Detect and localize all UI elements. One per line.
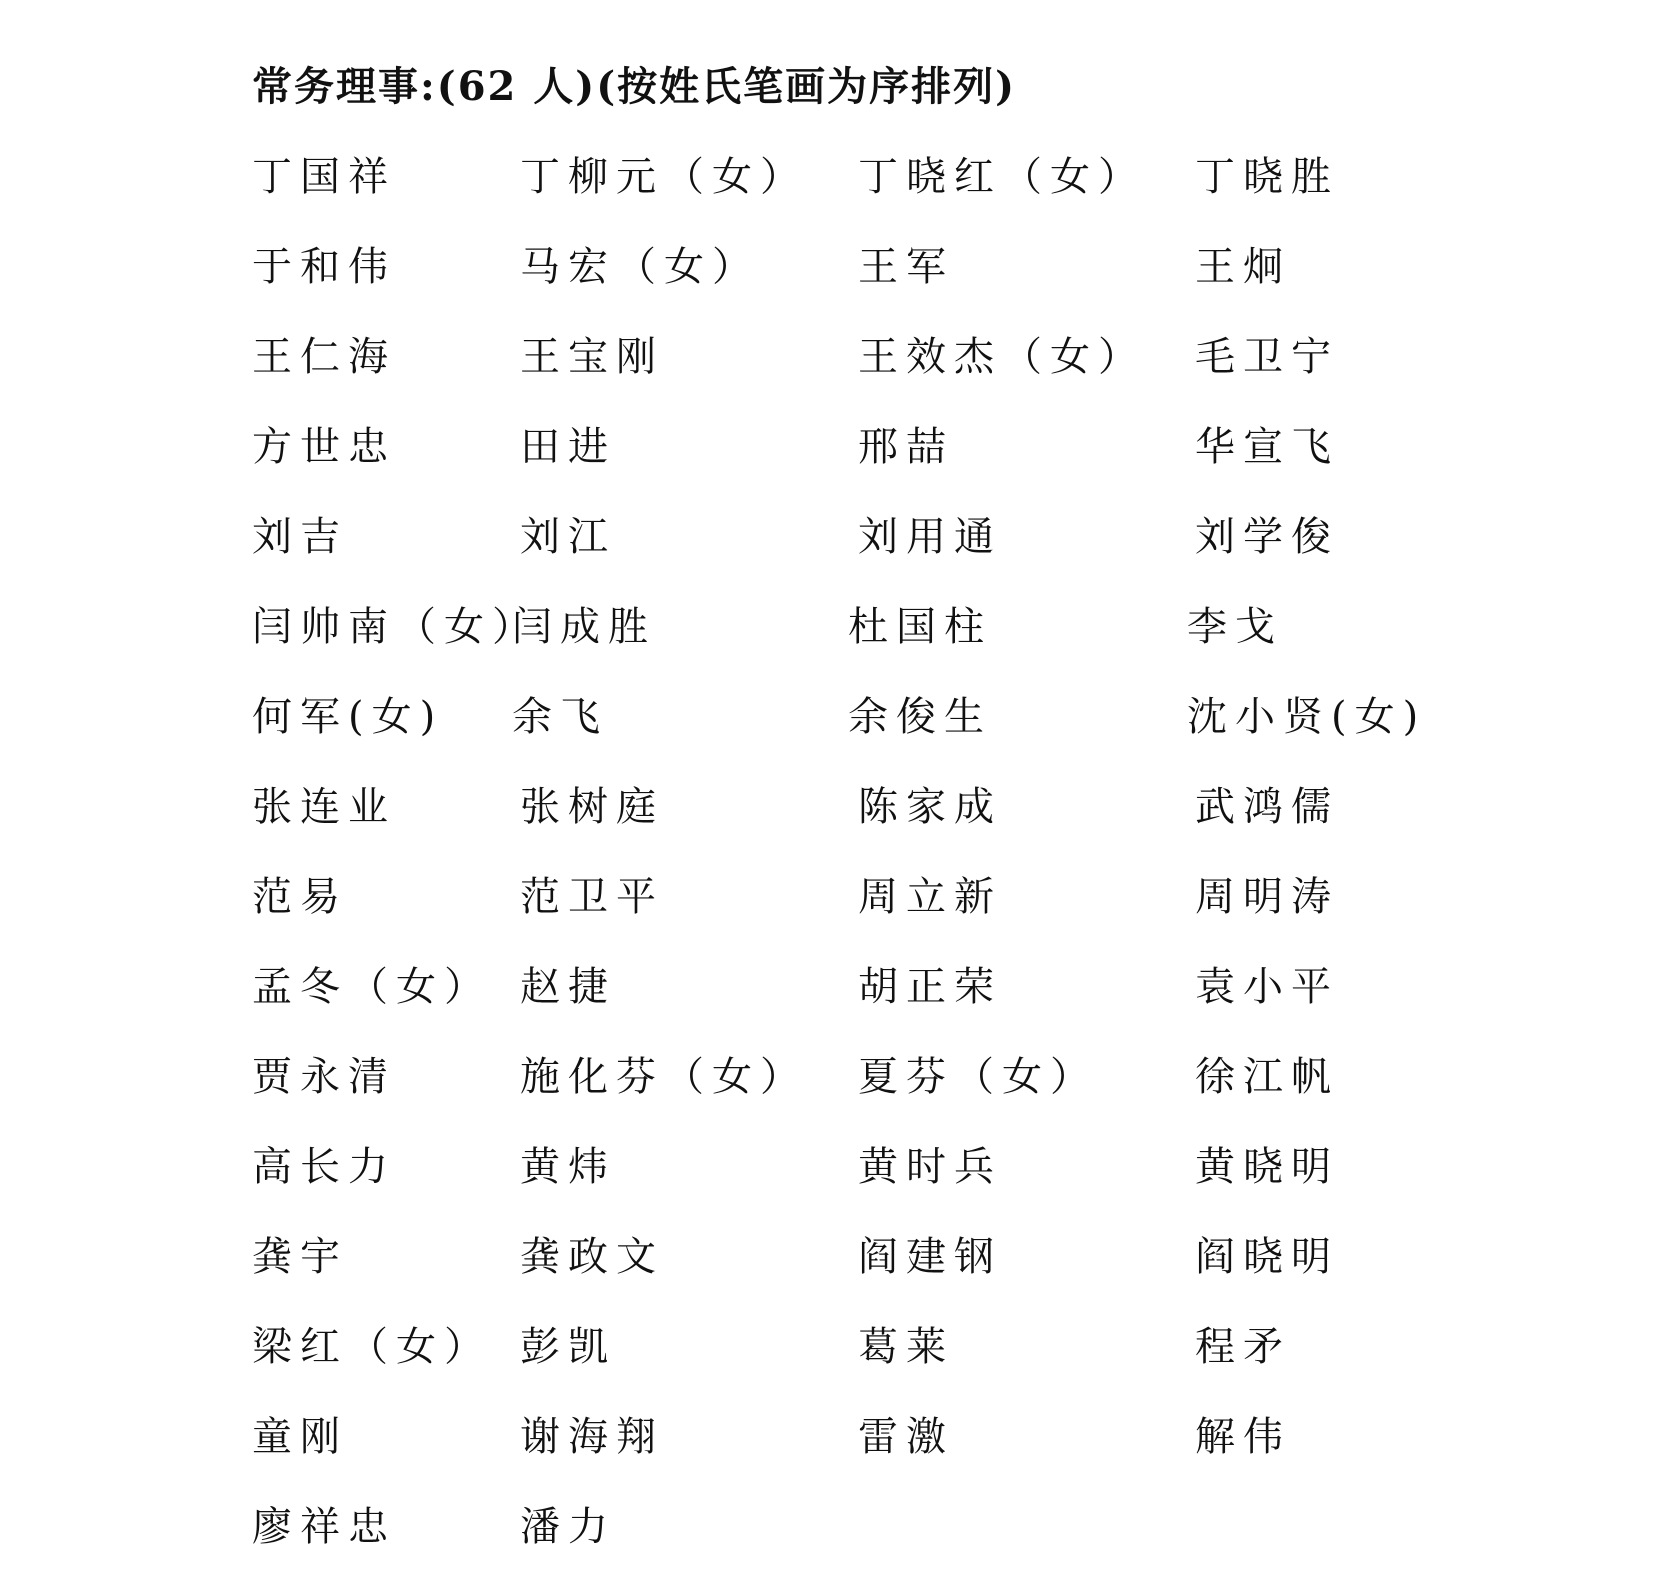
member-name: 龚宇 — [252, 1234, 348, 1280]
member-name: 廖祥忠 — [252, 1504, 396, 1550]
member-name: 彭凯 — [520, 1324, 616, 1370]
member-name: 华宣飞 — [1195, 424, 1339, 470]
member-name: 范卫平 — [520, 874, 664, 920]
member-name: 于和伟 — [252, 244, 396, 290]
member-name: 潘力 — [520, 1504, 616, 1550]
member-name: 何军(女) — [252, 694, 444, 740]
member-name: 孟冬（女） — [252, 964, 492, 1010]
member-name: 阎晓明 — [1195, 1234, 1339, 1280]
member-name: 周明涛 — [1195, 874, 1339, 920]
member-name: 夏芬（女） — [858, 1054, 1098, 1100]
member-name: 闫成胜 — [512, 604, 656, 650]
member-name: 葛莱 — [858, 1324, 954, 1370]
member-name: 黄炜 — [520, 1144, 616, 1190]
member-name: 童刚 — [252, 1414, 348, 1460]
member-name: 龚政文 — [520, 1234, 664, 1280]
member-name: 王炯 — [1195, 244, 1291, 290]
member-name: 余俊生 — [848, 694, 992, 740]
member-name: 施化芬（女） — [520, 1054, 808, 1100]
member-name: 谢海翔 — [520, 1414, 664, 1460]
member-name: 沈小贤(女) — [1187, 694, 1427, 740]
member-name: 刘用通 — [858, 514, 1002, 560]
member-name: 丁晓红（女） — [858, 154, 1146, 200]
member-name: 闫帅南（女） — [252, 604, 540, 650]
member-name: 黄晓明 — [1195, 1144, 1339, 1190]
member-name: 邢喆 — [858, 424, 954, 470]
member-name: 阎建钢 — [858, 1234, 1002, 1280]
member-name: 陈家成 — [858, 784, 1002, 830]
member-name: 雷激 — [858, 1414, 954, 1460]
member-name: 余飞 — [512, 694, 608, 740]
member-name: 王军 — [858, 244, 954, 290]
member-name: 王效杰（女） — [858, 334, 1146, 380]
member-name: 黄时兵 — [858, 1144, 1002, 1190]
member-name: 王仁海 — [252, 334, 396, 380]
member-name: 马宏（女） — [520, 244, 760, 290]
member-name: 王宝刚 — [520, 334, 664, 380]
member-name: 刘江 — [520, 514, 616, 560]
member-name: 徐江帆 — [1195, 1054, 1339, 1100]
member-name: 范易 — [252, 874, 348, 920]
member-name: 刘吉 — [252, 514, 348, 560]
member-name: 胡正荣 — [858, 964, 1002, 1010]
member-name: 高长力 — [252, 1144, 396, 1190]
list-heading: 常务理事:(62 人)(按姓氏笔画为序排列) — [252, 63, 1017, 110]
member-name: 方世忠 — [252, 424, 396, 470]
member-name: 张连业 — [252, 784, 396, 830]
member-name: 周立新 — [858, 874, 1002, 920]
member-name: 丁晓胜 — [1195, 154, 1339, 200]
member-name: 李戈 — [1187, 604, 1283, 650]
member-name: 丁柳元（女） — [520, 154, 808, 200]
member-name: 解伟 — [1195, 1414, 1291, 1460]
member-name: 梁红（女） — [252, 1324, 492, 1370]
member-name: 刘学俊 — [1195, 514, 1339, 560]
member-name: 丁国祥 — [252, 154, 396, 200]
member-name: 赵捷 — [520, 964, 616, 1010]
member-name: 田进 — [520, 424, 616, 470]
member-name: 杜国柱 — [848, 604, 992, 650]
member-name: 毛卫宁 — [1195, 334, 1339, 380]
member-name: 武鸿儒 — [1195, 784, 1339, 830]
member-name: 袁小平 — [1195, 964, 1339, 1010]
member-name: 程矛 — [1195, 1324, 1291, 1370]
member-name: 贾永清 — [252, 1054, 396, 1100]
member-name: 张树庭 — [520, 784, 664, 830]
